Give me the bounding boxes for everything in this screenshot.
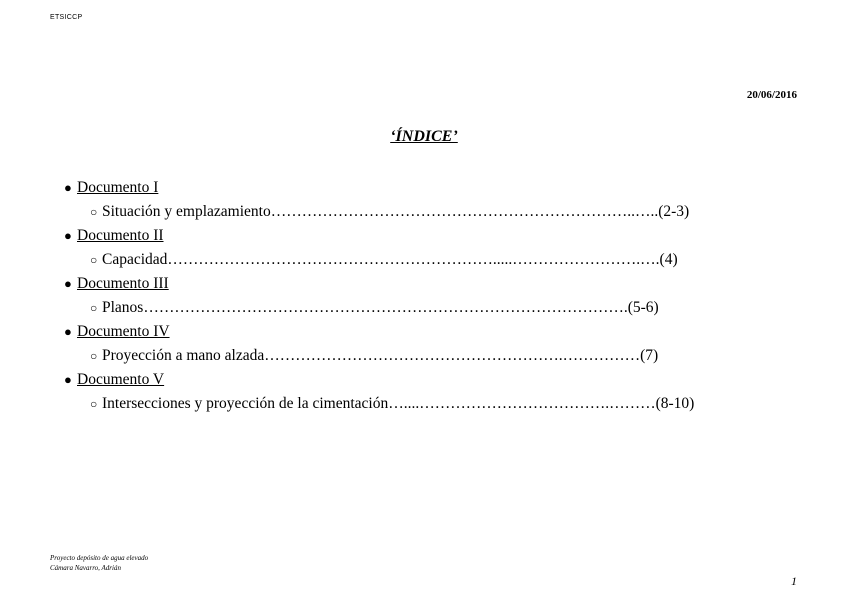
toc-entry: Capacidad……………………………………………………….....…………………….….(4) xyxy=(102,250,678,268)
filled-bullet-icon: ● xyxy=(64,324,72,339)
filled-bullet-icon: ● xyxy=(64,180,72,195)
footer-author: Cámara Navarro, Adrián xyxy=(50,564,121,572)
toc-document-title: Documento III xyxy=(77,275,169,292)
toc-entry: Intersecciones y proyección de la cimentación…....……………………………….………(8-10) xyxy=(102,394,695,412)
hollow-bullet-icon: ○ xyxy=(90,396,98,411)
toc-document-item xyxy=(64,272,784,296)
toc-entry: Planos………………………………………………………………………………….(5-6) xyxy=(102,298,659,316)
toc-sub-item xyxy=(64,248,784,273)
filled-bullet-icon: ● xyxy=(64,372,72,387)
hollow-bullet-icon: ○ xyxy=(90,204,98,219)
page-number: 1 xyxy=(791,574,797,588)
toc-document-title: Documento I xyxy=(77,179,159,196)
toc-sub-item xyxy=(64,200,784,225)
toc-document-title: Documento IV xyxy=(77,323,170,340)
hollow-bullet-icon: ○ xyxy=(90,300,98,315)
filled-bullet-icon: ● xyxy=(64,228,72,243)
toc-document-item xyxy=(64,368,784,392)
toc-document-item xyxy=(64,320,784,344)
toc-document-title: Documento V xyxy=(77,371,165,388)
filled-bullet-icon: ● xyxy=(64,276,72,291)
toc-document-item xyxy=(64,224,784,248)
page-footer xyxy=(50,553,148,573)
table-of-contents xyxy=(64,176,784,416)
hollow-bullet-icon: ○ xyxy=(90,348,98,363)
hollow-bullet-icon: ○ xyxy=(90,252,98,267)
toc-document-title: Documento II xyxy=(77,227,164,244)
header-org: ETSICCP xyxy=(50,14,83,21)
page-title: ‘ÍNDICE’ xyxy=(390,128,458,145)
toc-entry: Situación y emplazamiento……………………………………………………………..…..(2-3) xyxy=(102,202,690,220)
toc-sub-item xyxy=(64,392,784,417)
footer-project: Proyecto depósito de agua elevado xyxy=(50,554,149,562)
toc-entry: Proyección a mano alzada………………………………………………….……………(7) xyxy=(102,346,659,364)
toc-document-item xyxy=(64,176,784,200)
toc-sub-item xyxy=(64,344,784,369)
document-date: 20/06/2016 xyxy=(746,89,797,101)
toc-sub-item xyxy=(64,296,784,321)
